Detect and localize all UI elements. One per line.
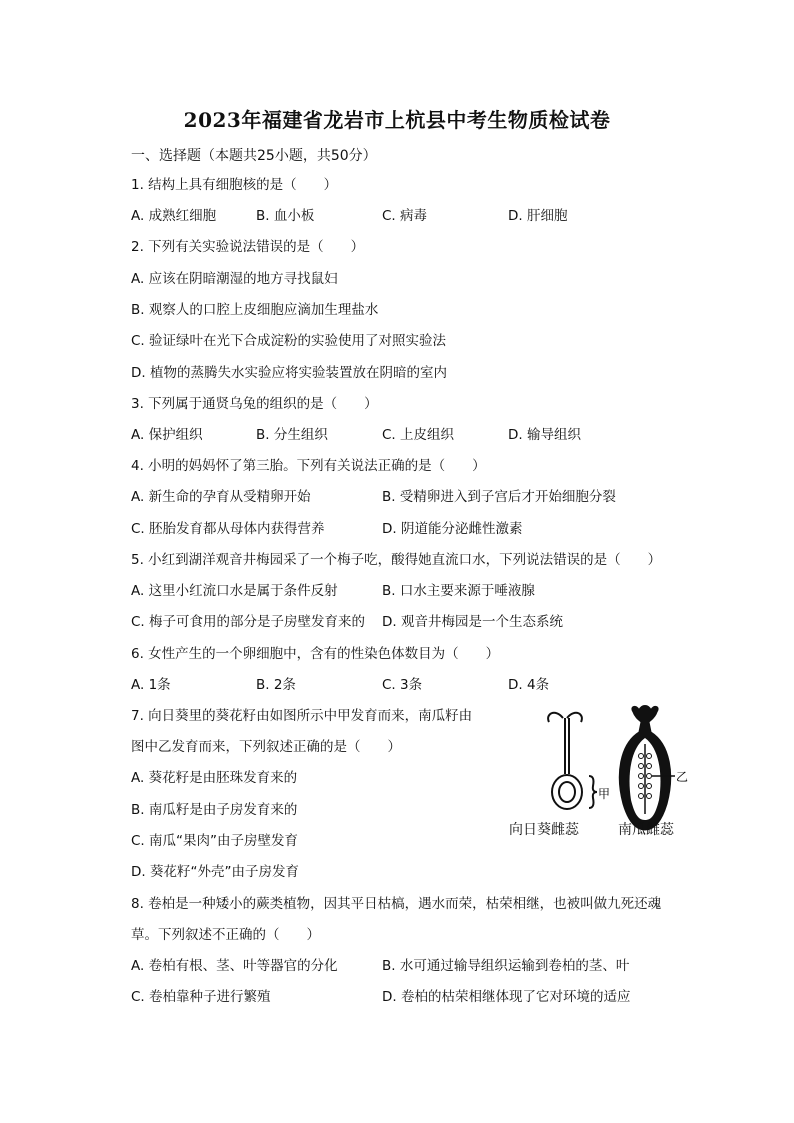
- q7-option-a[interactable]: A. 葵花籽是由胚珠发育来的: [131, 770, 298, 786]
- q6-option-c[interactable]: C. 3条: [382, 677, 423, 693]
- q6-option-d[interactable]: D. 4条: [508, 677, 550, 693]
- q8-option-b[interactable]: B. 水可通过输导组织运输到卷柏的茎、叶: [382, 958, 630, 974]
- q2-option-b[interactable]: B. 观察人的口腔上皮细胞应滴加生理盐水: [131, 302, 379, 318]
- q8-option-a[interactable]: A. 卷柏有根、茎、叶等器官的分化: [131, 958, 338, 974]
- question-8-stem-line2: 草。下列叙述不正确的（ ）: [131, 927, 320, 943]
- q8-option-c[interactable]: C. 卷柏靠种子进行繁殖: [131, 989, 271, 1005]
- q2-option-d[interactable]: D. 植物的蒸腾失水实验应将实验装置放在阴暗的室内: [131, 365, 447, 381]
- q1-option-d[interactable]: D. 肝细胞: [508, 208, 568, 224]
- q6-option-b[interactable]: B. 2条: [256, 677, 296, 693]
- q5-option-b[interactable]: B. 口水主要来源于唾液腺: [382, 583, 535, 599]
- q7-option-b[interactable]: B. 南瓜籽是由子房发育来的: [131, 802, 298, 818]
- q3-option-d[interactable]: D. 输导组织: [508, 427, 581, 443]
- q4-option-a[interactable]: A. 新生命的孕育从受精卵开始: [131, 489, 311, 505]
- q1-option-b[interactable]: B. 血小板: [256, 208, 315, 224]
- question-1-stem: 1. 结构上具有细胞核的是（ ）: [131, 177, 338, 193]
- q4-option-c[interactable]: C. 胚胎发育都从母体内获得营养: [131, 521, 325, 537]
- q4-option-d[interactable]: D. 阴道能分泌雌性激素: [382, 521, 523, 537]
- section-heading: 一、选择题（本题共25小题，共50分）: [131, 148, 377, 164]
- q3-option-c[interactable]: C. 上皮组织: [382, 427, 455, 443]
- question-6-stem: 6. 女性产生的一个卵细胞中，含有的性染色体数目为（ ）: [131, 646, 500, 662]
- q3-option-a[interactable]: A. 保护组织: [131, 427, 203, 443]
- q7-option-c[interactable]: C. 南瓜“果肉”由子房壁发育: [131, 833, 298, 849]
- question-2-stem: 2. 下列有关实验说法错误的是（ ）: [131, 239, 365, 255]
- pumpkin-pistil-label: 南瓜雌蕊: [618, 822, 674, 838]
- q1-option-a[interactable]: A. 成熟红细胞: [131, 208, 217, 224]
- q5-option-c[interactable]: C. 梅子可食用的部分是子房壁发育来的: [131, 614, 366, 630]
- q7-option-d[interactable]: D. 葵花籽“外壳”由子房发育: [131, 864, 299, 880]
- question-3-stem: 3. 下列属于通贤乌兔的组织的是（ ）: [131, 396, 378, 412]
- q2-option-a[interactable]: A. 应该在阴暗潮湿的地方寻找鼠妇: [131, 271, 338, 287]
- pumpkin-pistil-drawing: [619, 706, 675, 831]
- sunflower-pistil-label: 向日葵雌蕊: [509, 822, 579, 838]
- question-7-stem-line2: 图中乙发育而来，下列叙述正确的是（ ）: [131, 739, 401, 755]
- question-5-stem: 5. 小红到湖洋观音井梅园采了一个梅子吃，酸得她直流口水，下列说法错误的是（ ）: [131, 552, 662, 568]
- q8-option-d[interactable]: D. 卷柏的枯荣相继体现了它对环境的适应: [382, 989, 631, 1005]
- question-8-stem-line1: 8. 卷柏是一种矮小的蕨类植物，因其平日枯槁，遇水而荣，枯荣相继，也被叫做九死还魂: [131, 896, 662, 912]
- mark-yi: 乙: [676, 770, 689, 784]
- q2-option-c[interactable]: C. 验证绿叶在光下合成淀粉的实验使用了对照实验法: [131, 333, 447, 349]
- question-4-stem: 4. 小明的妈妈怀了第三胎。下列有关说法正确的是（ ）: [131, 458, 486, 474]
- page-title: 2023年福建省龙岩市上杭县中考生物质检试卷: [183, 108, 611, 132]
- q5-option-a[interactable]: A. 这里小红流口水是属于条件反射: [131, 583, 338, 599]
- q3-option-b[interactable]: B. 分生组织: [256, 427, 328, 443]
- q6-option-a[interactable]: A. 1条: [131, 677, 171, 693]
- mark-jia: 甲: [598, 787, 611, 801]
- pistil-figure: [505, 704, 700, 842]
- q4-option-b[interactable]: B. 受精卵进入到子宫后才开始细胞分裂: [382, 489, 616, 505]
- sunflower-pistil-drawing: [548, 713, 597, 809]
- q1-option-c[interactable]: C. 病毒: [382, 208, 428, 224]
- q5-option-d[interactable]: D. 观音井梅园是一个生态系统: [382, 614, 563, 630]
- question-7-stem-line1: 7. 向日葵里的葵花籽由如图所示中甲发育而来，南瓜籽由: [131, 708, 473, 724]
